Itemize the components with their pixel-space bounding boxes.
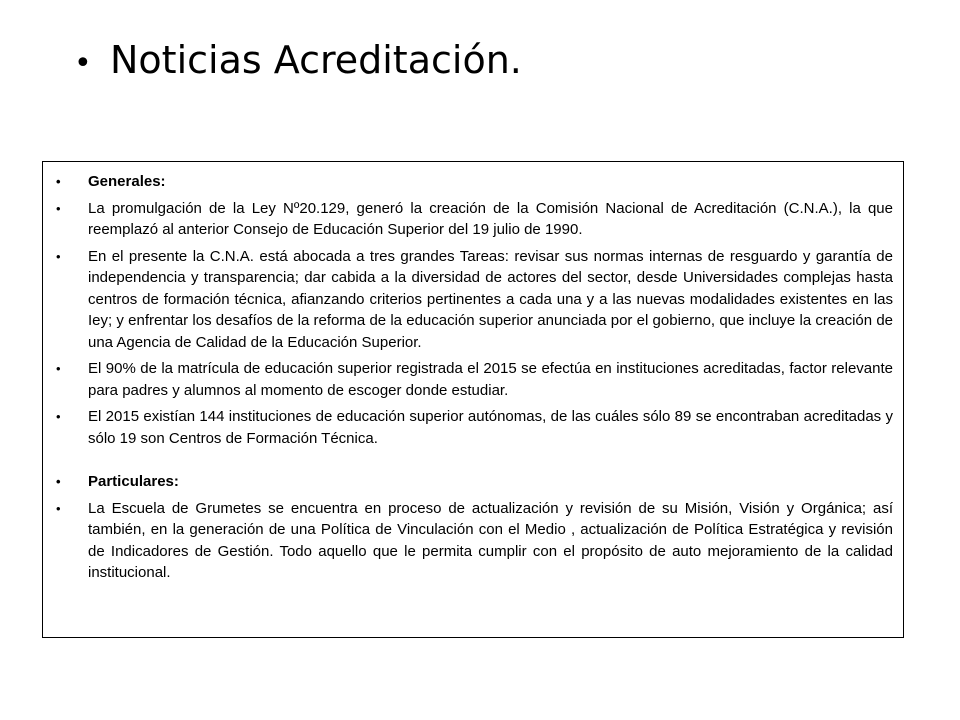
list-item-text: El 90% de la matrícula de educación superior registrada el 2015 se efectúa en instituciones acreditadas, factor relevante para padres y alumnos al momento de escoger donde estudiar. <box>88 360 893 399</box>
generales-heading-text: Generales: <box>88 173 166 190</box>
list-item-text: En el presente la C.N.A. está abocada a tres grandes Tareas: revisar sus normas internas de resguardo y garantía de independencia y transparencia; dar cabida a la diversidad de actores del sector, desde Universidades complejas hasta centros de formación técnica, afianzando criterios pertinentes a cada una y a las nuevas modalidades existentes en las Iey; y enfrentar los desafíos de la reforma de la educación superior anunciada por el gobierno, que incluye la creación de una Agencia de Calidad de la Educación Superior. <box>88 247 893 351</box>
section-spacer <box>50 454 893 471</box>
bullet: • <box>56 200 61 216</box>
particulares-heading <box>50 471 893 493</box>
list-item <box>50 198 893 241</box>
bullet: • <box>56 174 61 189</box>
bullet: • <box>56 361 61 376</box>
list-item <box>50 406 893 449</box>
bullet: • <box>56 500 61 516</box>
list-item <box>50 498 893 584</box>
bullet: • <box>56 409 61 424</box>
title-bullet: • <box>74 46 92 81</box>
particulares-heading-text: Particulares: <box>88 473 179 490</box>
bullet: • <box>56 474 61 489</box>
list-item <box>50 246 893 354</box>
content-box <box>42 161 904 638</box>
slide-title <box>74 34 522 90</box>
list-item-text: La promulgación de la Ley Nº20.129, generó la creación de la Comisión Nacional de Acreditación (C.N.A.), la que reemplazó al anterior Consejo de Educación Superior del 19 julio de 1990. <box>88 199 893 238</box>
generales-heading <box>50 171 893 193</box>
list-item-text: La Escuela de Grumetes se encuentra en proceso de actualización y revisión de su Misión, Visión y Orgánica; así también, en la generación de una Política de Vinculación con el Medio , actualización de Política Estratégica y revisión de Indicadores de Gestión. Todo aquello que le permita cumplir con el propósito de auto mejoramiento de la calidad institucional. <box>88 499 893 581</box>
list-item <box>50 358 893 401</box>
bullet: • <box>56 248 61 264</box>
title-text: Noticias Acreditación. <box>110 38 522 82</box>
list-item-text: El 2015 existían 144 instituciones de educación superior autónomas, de las cuáles sólo 89 se encontraban acreditadas y sólo 19 son Centros de Formación Técnica. <box>88 408 893 447</box>
